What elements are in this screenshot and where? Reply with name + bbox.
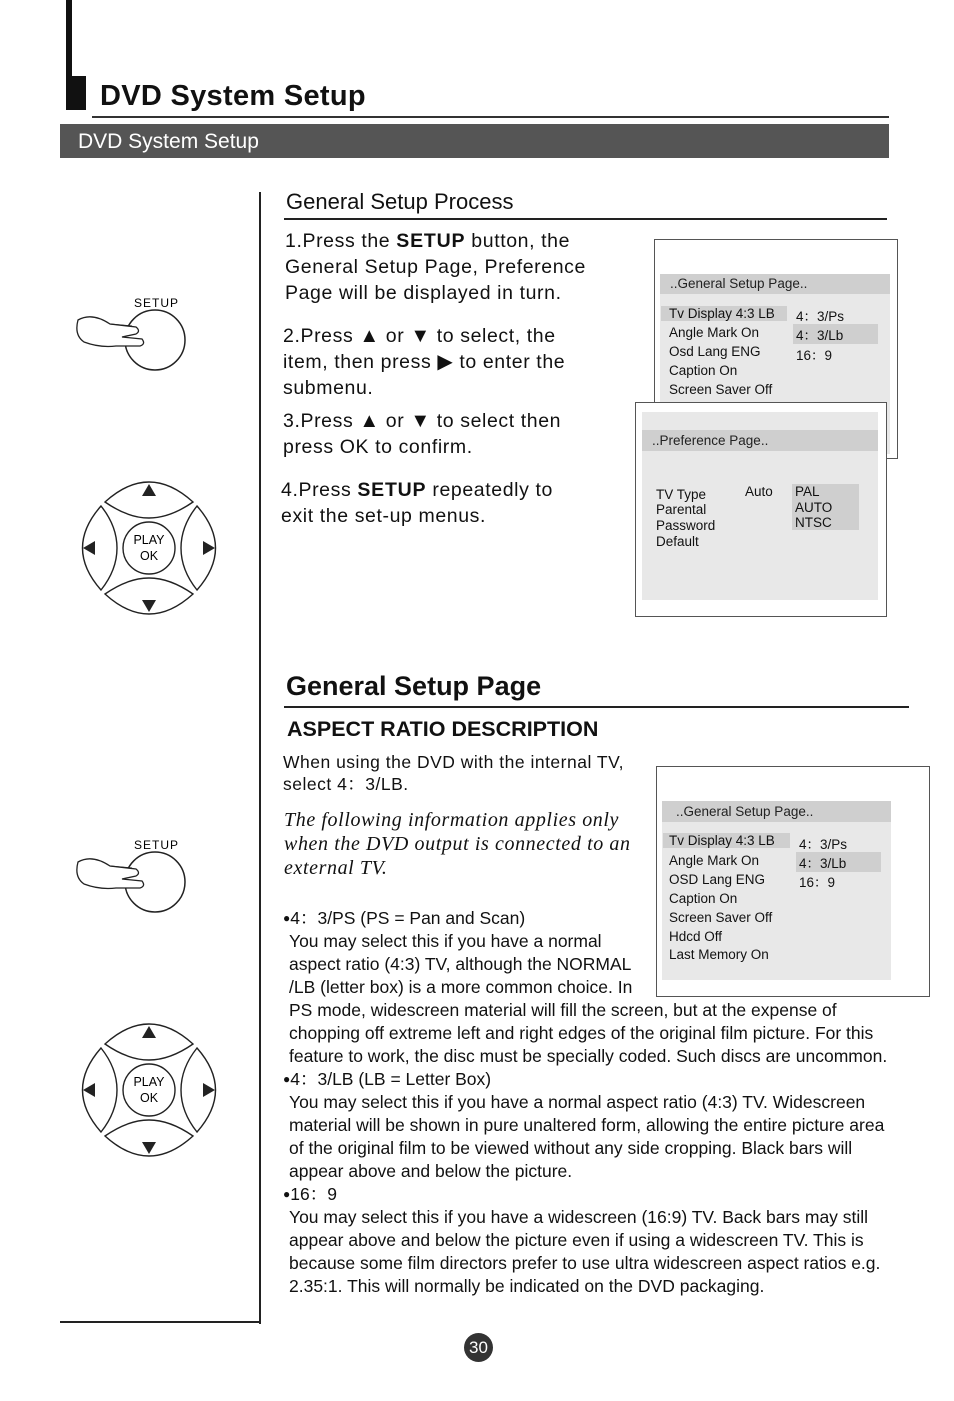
preference-menu-screen	[635, 402, 887, 617]
svg-text:PLAY: PLAY	[133, 1075, 165, 1089]
up-arrow-icon: ▲	[359, 325, 380, 347]
menu-title: ..General Setup Page..	[660, 274, 890, 294]
menu-option: 16：9	[799, 875, 836, 890]
menu-item: Tv Display 4:3 LB	[661, 306, 787, 321]
menu-item: Angle Mark On	[669, 325, 760, 340]
intro-text: When using the DVD with the internal TV, select 4：3/LB.	[283, 752, 625, 794]
svg-text:OK: OK	[139, 1091, 159, 1105]
step-1: 1.Press the SETUP button, the General Setup Page, Preference Page will be displayed in turn.	[285, 230, 586, 304]
menu-item: Last Memory On	[669, 947, 769, 962]
menu-title: ..Preference Page..	[642, 430, 878, 451]
setup-label: SETUP	[134, 296, 180, 310]
menu-options: PAL AUTO NTSC	[792, 484, 859, 530]
ps-section: ●4：3/PS (PS = Pan and Scan) You may select this if you have a normal aspect ratio (4:3) TV, although the NORMAL /LB (letter box) is a more common choice. In PS mode, widescreen material will fill the screen, but at the expense of chopping off extreme left and right edges of the original film picture. For this feature to work, the disc must be specially coded. Such discs are uncommon. ●4：3/LB (LB = Letter Box) You may select this if you have a normal aspect ratio (4:3) TV. Widescreen material will be shown in pure unaltered form, allowing the entire picture area of the original film to be viewed without any side cropping. Black bars will appear above and below the picture. ●16：9 You may select this if you have a widescreen (16:9) TV. Back bars may still appear above and below the picture even if using a widescreen TV. This is because some film directors prefer to use ultra widescreen aspect ratios e.g. 2.35:1. This will normally be indicated on the DVD packaging.	[283, 908, 888, 1296]
menu-item: Tv Display 4:3 LB	[663, 833, 790, 848]
setup-button-icon-2	[70, 832, 195, 922]
bullet-icon: ●	[283, 1072, 291, 1086]
section-banner: DVD System Setup	[60, 124, 889, 158]
menu-value: Auto	[745, 484, 773, 499]
bullet-icon: ●	[283, 911, 291, 925]
up-arrow-icon: ▲	[359, 410, 380, 432]
menu-option: 4：3/Lb	[793, 324, 878, 344]
italic-note: The following information applies only when the DVD output is connected to an external TV.	[284, 809, 631, 879]
down-arrow-icon: ▼	[410, 410, 431, 432]
menu-item: Osd Lang ENG	[669, 344, 761, 359]
setup-button-icon	[70, 290, 195, 380]
dpad-icon	[70, 470, 228, 626]
menu-item: Password	[656, 518, 716, 533]
menu-option: 4：3/Lb	[796, 852, 881, 872]
menu-item: TV Type	[656, 487, 707, 502]
menu-title: ..General Setup Page..	[662, 801, 891, 822]
process-heading: General Setup Process	[286, 189, 514, 214]
column-divider	[259, 192, 261, 1324]
menu-item: Hdcd Off	[669, 929, 723, 944]
title-rule	[92, 116, 889, 118]
page-number: 30	[464, 1333, 493, 1362]
right-arrow-icon: ▶	[437, 351, 454, 373]
menu-option: 4：3/Ps	[799, 837, 848, 852]
bottom-rule	[60, 1321, 261, 1323]
menu-option: 4：3/Ps	[796, 309, 845, 324]
menu-item: Screen Saver Off	[669, 382, 773, 397]
setup-label-2: SETUP	[134, 838, 180, 852]
menu-item: Angle Mark On	[669, 853, 760, 868]
header-block	[66, 76, 86, 110]
svg-text:PLAY: PLAY	[133, 533, 165, 547]
step-4: 4.Press SETUP repeatedly to exit the set-up menus.	[281, 479, 553, 527]
down-arrow-icon: ▼	[410, 325, 431, 347]
process-rule	[284, 218, 887, 220]
menu-item: OSD Lang ENG	[669, 872, 766, 887]
menu-item: Default	[656, 534, 699, 549]
general-heading: General Setup Page	[286, 671, 542, 701]
menu-item: Parental	[656, 502, 707, 517]
dpad-icon-2	[70, 1012, 228, 1168]
step-2: 2.Press ▲ or ▼ to select, the item, then press ▶ to enter the submenu.	[283, 325, 566, 399]
svg-text:OK: OK	[139, 549, 159, 563]
header-bar	[66, 0, 72, 78]
general-rule	[284, 706, 909, 708]
bullet-icon: ●	[283, 1187, 291, 1201]
aspect-subheading: ASPECT RATIO DESCRIPTION	[287, 717, 599, 741]
menu-item: Caption On	[669, 363, 738, 378]
menu-item: Screen Saver Off	[669, 910, 773, 925]
step-3: 3.Press ▲ or ▼ to select then press OK to confirm.	[283, 410, 562, 458]
page-title: DVD System Setup	[100, 80, 366, 112]
menu-item: Caption On	[669, 891, 738, 906]
menu-option: 16：9	[796, 348, 833, 363]
